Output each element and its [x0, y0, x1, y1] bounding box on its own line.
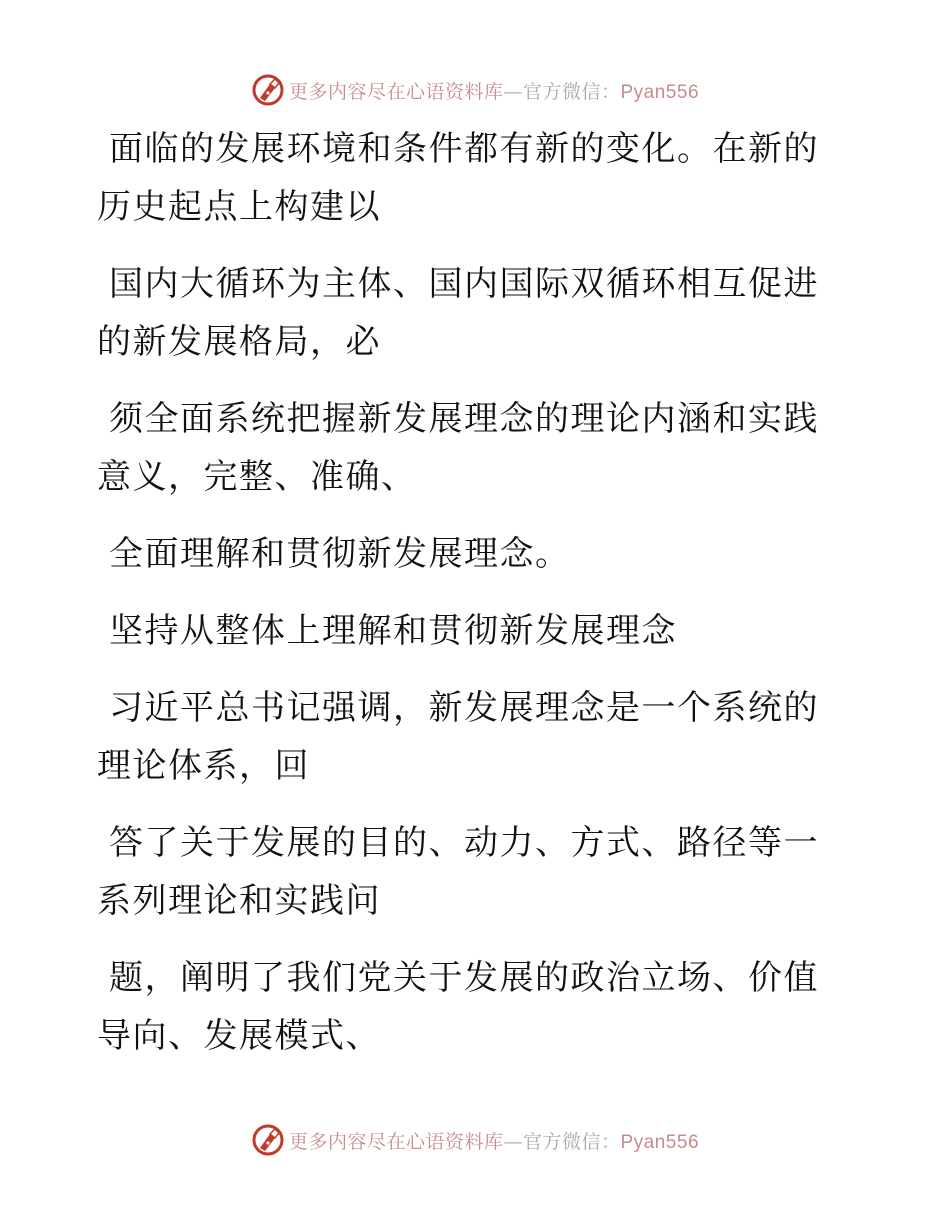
pen-nib-logo-icon [251, 1123, 285, 1157]
pen-nib-logo-icon [251, 73, 285, 107]
section-heading: 坚持从整体上理解和贯彻新发展理念 [109, 611, 677, 651]
footer-watermark [0, 1120, 950, 1160]
paragraph: 国内大循环为主体、国内国际双循环相互促进的新发展格局，必 [97, 264, 819, 362]
document-body [97, 120, 832, 1084]
paragraph: 习近平总书记强调，新发展理念是一个系统的理论体系，回 [97, 688, 819, 786]
paragraph: 全面理解和贯彻新发展理念。 [109, 534, 571, 574]
paragraph: 题，阐明了我们党关于发展的政治立场、价值导向、发展模式、 [97, 958, 819, 1056]
paragraph: 面临的发展环境和条件都有新的变化。在新的历史起点上构建以 [97, 129, 819, 227]
header-watermark [0, 70, 950, 110]
watermark-text: 更多内容尽在心语资料库—官方微信：Pyan556 [288, 80, 700, 103]
paragraph: 答了关于发展的目的、动力、方式、路径等一系列理论和实践问 [97, 823, 819, 921]
paragraph: 须全面系统把握新发展理念的理论内涵和实践意义，完整、准确、 [97, 399, 819, 497]
watermark-text: 更多内容尽在心语资料库—官方微信：Pyan556 [288, 1130, 700, 1153]
